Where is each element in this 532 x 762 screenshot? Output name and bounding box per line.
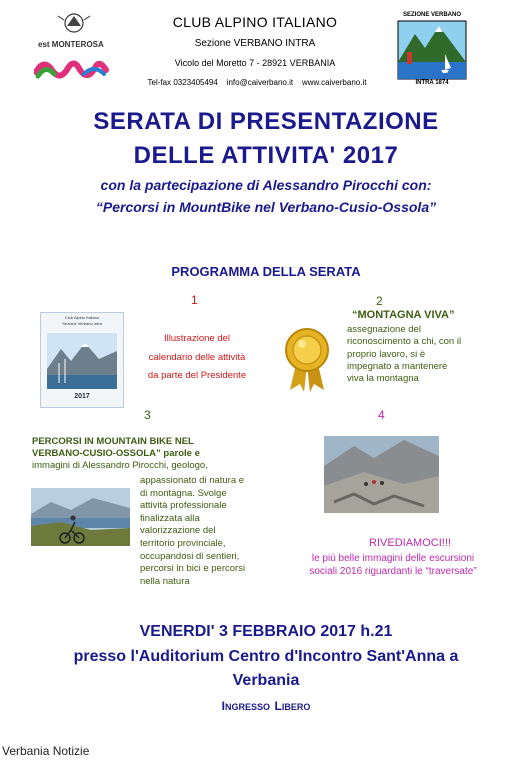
entry-word-2: IBERO — [281, 702, 311, 712]
item-4-number: 4 — [378, 408, 385, 422]
item-3-line: attività professionale — [140, 500, 227, 512]
venue-line-2: Verbania — [232, 672, 300, 689]
award-medal-icon — [282, 326, 332, 392]
calendar-section: Sezione Verbano Intra — [62, 321, 102, 326]
entry-initial-1: I — [221, 699, 225, 713]
item-3-line: percorsi in bici e percorsi — [140, 563, 246, 575]
item-2-text — [347, 324, 507, 385]
item-2-line: assegnazione del — [347, 324, 421, 335]
address: Vicolo del Moretto 7 - 28921 VERBANIA — [174, 58, 336, 68]
item-1-number: 1 — [191, 293, 198, 307]
item-1-line: Illustrazione del — [163, 333, 230, 344]
item-3-header — [32, 436, 208, 472]
item-2-title: “MONTAGNA VIVA” — [352, 309, 455, 321]
item-4-title: RIVEDIAMOCI!!! — [369, 537, 451, 549]
item-2-line: proprio lavoro, si è — [347, 348, 426, 360]
item-3-line: finalizzata alla — [140, 512, 200, 524]
item-1-line: calendario delle attività — [148, 351, 246, 363]
item-3-line: nella natura — [140, 575, 190, 587]
watermark: Verbania Notizie — [2, 744, 90, 758]
venue-line-1: presso l'Auditorium Centro d'Incontro Sant'Anna a — [73, 648, 459, 665]
entry-info — [0, 697, 532, 715]
entry-initial-2: L — [274, 699, 282, 713]
excursion-photo — [324, 436, 439, 513]
subtitle-line-2: “Percorsi in MountBike nel Verbano-Cusio-Ossola” — [95, 199, 437, 215]
item-1-text — [134, 330, 260, 386]
calendar-year: 2017 — [74, 393, 90, 400]
item-2-line: impegnato a mantenere — [347, 360, 448, 372]
item-3-line: di montagna. Svolge — [140, 487, 227, 499]
item-4-line: sociali 2016 riguardanti le “traversate” — [309, 566, 477, 577]
title-line-2: DELLE ATTIVITA' 2017 — [133, 142, 399, 169]
item-3-number: 3 — [144, 408, 151, 422]
event-date: VENERDI' 3 FEBBRAIO 2017 h.21 — [139, 623, 393, 640]
lake-mountain-icon — [395, 12, 469, 88]
item-1-line: da parte del Presidente — [147, 370, 247, 381]
cai-monterosa-logo — [34, 12, 114, 86]
sezione-verbano-logo — [395, 12, 469, 88]
logo-right-bottom: INTRA 1874 — [415, 80, 449, 86]
org-name: CLUB ALPINO ITALIANO — [172, 14, 338, 30]
item-2-number: 2 — [376, 294, 383, 308]
calendar-cover-image — [40, 312, 124, 408]
entry-word-1: NGRESSO — [225, 702, 271, 712]
item-3-title-line: VERBANO-CUSIO-OSSOLA” parole e — [32, 448, 200, 459]
cai-emblem-icon — [34, 12, 114, 86]
title-line-1: SERATA DI PRESENTAZIONE — [93, 108, 439, 135]
mountain-bike-photo — [31, 488, 130, 546]
logo-right-top: SEZIONE VERBANO — [402, 12, 461, 18]
item-3-title-line: PERCORSI IN MOUNTAIN BIKE NEL — [32, 436, 194, 447]
item-2-line: riconoscimento a chi, con il — [347, 336, 462, 348]
item-3-line: occupandosi di sentieri, — [140, 550, 240, 562]
calendar-org: Club Alpino Italiano — [64, 315, 100, 320]
contacts: Tel-fax 0323405494 info@caiverbano.it www.caiverbano.it — [147, 78, 367, 87]
item-2-line: viva la montagna — [347, 373, 419, 385]
item-4-line: le più belle immagini delle escursioni — [311, 553, 475, 564]
section-name: Sezione VERBANO INTRA — [194, 38, 316, 49]
logo-left-text: est MONTEROSA — [38, 40, 104, 49]
subtitle-line-1: con la partecipazione di Alessandro Pirocchi con: — [100, 177, 432, 193]
item-3-author-line: immagini di Alessandro Pirocchi, geologo, — [32, 460, 208, 471]
item-3-line: appassionato di natura e — [140, 475, 245, 486]
item-4-text — [268, 552, 518, 578]
item-3-line: territorio provinciale, — [140, 537, 226, 549]
item-3-line: valorizzazione del — [140, 525, 216, 537]
program-heading: PROGRAMMA DELLA SERATA — [171, 264, 361, 279]
